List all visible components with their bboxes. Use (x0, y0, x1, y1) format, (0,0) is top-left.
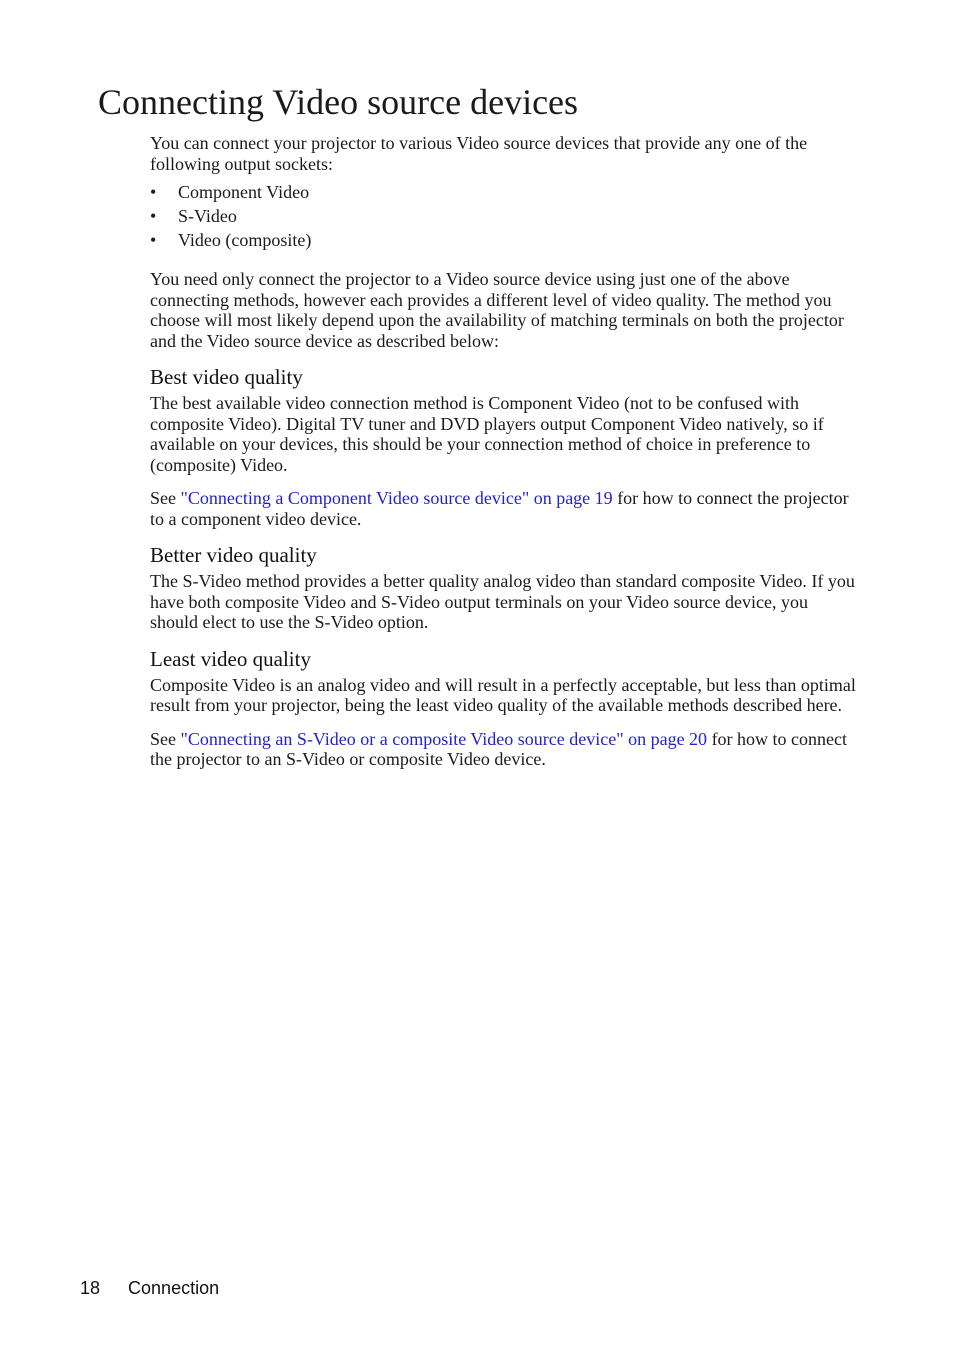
list-item (150, 228, 860, 252)
footer-section-name: Connection (128, 1278, 220, 1298)
intro-paragraph: You can connect your projector to various Video source devices that provide any one of the following output sockets: (150, 133, 808, 174)
page-footer (80, 1277, 219, 1299)
best-quality-heading: Best video quality (150, 365, 303, 389)
output-socket-list (150, 180, 860, 252)
bullet-icon: • (150, 206, 157, 226)
least-quality-heading: Least video quality (150, 646, 311, 671)
best-quality-paragraph: The best available video connection method is Component Video (not to be confused with composite Video). Digital TV tuner and DVD players output Component Video natively, so if available on your devices, this should be your connection method of choice in preference to (composite) Video. (150, 393, 824, 475)
least-quality-paragraph: Composite Video is an analog video and will result in a perfectly acceptable, but less than optimal result from your projector, being the least video quality of the available methods described here. (150, 674, 856, 715)
see-prefix: See (150, 488, 181, 508)
list-item-label: Component Video (178, 182, 310, 202)
main-content (150, 133, 860, 770)
page-number: 18 (80, 1278, 101, 1298)
bullet-icon: • (150, 230, 157, 250)
see-suffix: for how to connect the projector to an S-Video or composite Video device. (150, 728, 848, 769)
list-item-label: S-Video (178, 206, 237, 226)
better-quality-paragraph: The S-Video method provides a better quality analog video than standard composite Video. If you have both composite Video and S-Video output terminals on your Video source device, you should elect to use the S-Video option. (150, 571, 855, 632)
component-video-page-link[interactable]: "Connecting a Component Video source device" on page 19 (180, 488, 613, 508)
method-overview-paragraph: You need only connect the projector to a Video source device using just one of the above connecting methods, however each provides a different level of video quality. The method you choose will most likely depend upon the availability of matching terminals on both the projector and the Video source device as described below: (150, 269, 844, 351)
see-prefix: See (150, 728, 181, 749)
least-quality-see-also (150, 729, 860, 770)
page-title: Connecting Video source devices (98, 82, 579, 122)
best-quality-see-also (150, 488, 860, 529)
list-item-label: Video (composite) (178, 230, 312, 250)
svideo-composite-page-link[interactable]: "Connecting an S-Video or a composite Video source device" on page 20 (180, 728, 708, 749)
list-item (150, 180, 860, 204)
bullet-icon: • (150, 182, 157, 202)
list-item (150, 204, 860, 228)
see-suffix: for how to connect the projector to a component video device. (150, 488, 849, 529)
better-quality-heading: Better video quality (150, 543, 317, 567)
